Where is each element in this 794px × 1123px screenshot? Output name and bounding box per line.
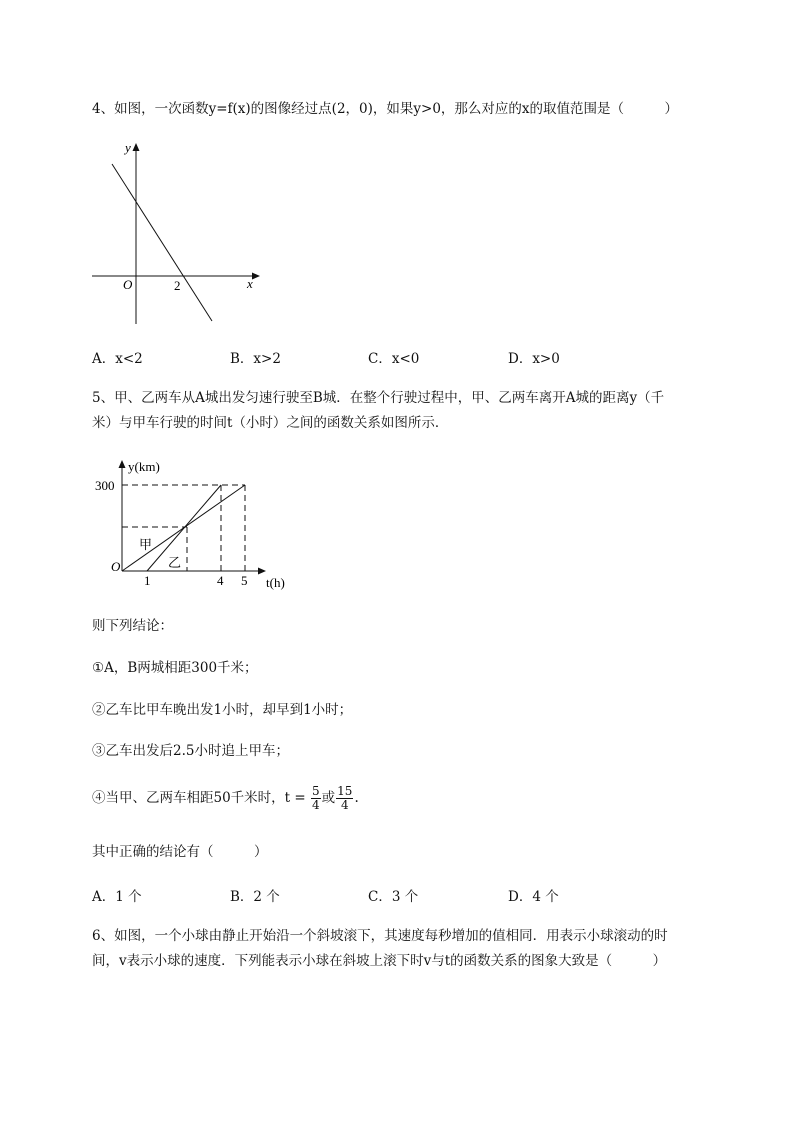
q5-c4-fraction-1 xyxy=(311,785,321,812)
q5-conclusion-2: ②乙车比甲车晚出发1小时，却早到1小时； xyxy=(92,702,353,718)
q5-c4-frac1-num: 5 xyxy=(312,784,320,798)
q4-option-b: B．x>2 xyxy=(230,351,281,367)
q5-jia-label: 甲 xyxy=(139,537,153,552)
q5-c4-prefix: ④当甲、乙两车相距50千米时，t = xyxy=(92,790,306,806)
q4-stem: 4、如图，一次函数y=f(x)的图像经过点(2，0)，如果y>0，那么对应的x的取值范围是（ ） xyxy=(92,101,679,117)
q5-c4-end: . xyxy=(354,790,359,806)
q5-intro: 则下列结论： xyxy=(92,618,173,634)
q5-t-arrow xyxy=(258,568,266,575)
q4-x-arrow xyxy=(252,273,260,280)
q5-c4-fraction-2 xyxy=(336,785,353,812)
q4-option-c: C．x<0 xyxy=(368,351,420,367)
q4-origin-label: O xyxy=(123,277,133,292)
q5-y-label: y(km) xyxy=(128,459,160,474)
q4-y-arrow xyxy=(133,143,140,151)
q6-stem-line-2: 间，v表示小球的速度．下列能表示小球在斜坡上滚下时v与t的函数关系的图象大致是（ ） xyxy=(92,953,667,969)
q4-y-label: y xyxy=(125,140,131,155)
q5-ask: 其中正确的结论有（ ） xyxy=(92,844,268,860)
q5-tick-5: 5 xyxy=(241,573,248,588)
q5-c4-or: 或 xyxy=(321,790,336,806)
q5-tick-1: 1 xyxy=(144,573,151,588)
q5-conclusion-4 xyxy=(92,783,359,813)
q5-conclusion-3: ③乙车出发后2.5小时追上甲车； xyxy=(92,743,289,759)
q5-origin-label: O xyxy=(111,559,121,574)
q5-graph xyxy=(88,455,298,590)
q5-c4-frac1-den: 4 xyxy=(312,798,320,812)
q5-yi-line xyxy=(147,485,221,571)
q5-stem-line-2: 米）与甲车行驶的时间t（小时）之间的函数关系如图所示． xyxy=(92,415,449,431)
q6-stem-line-1: 6、如图，一个小球由静止开始沿一个斜坡滚下，其速度每秒增加的值相同．用表示小球滚动的时 xyxy=(92,928,668,944)
q4-x-label: x xyxy=(247,276,253,291)
q5-t-label: t(h) xyxy=(266,575,285,590)
q5-y-300: 300 xyxy=(95,478,115,493)
q4-graph xyxy=(88,138,268,328)
q4-function-line xyxy=(112,164,212,321)
q5-c4-frac2-den: 4 xyxy=(340,798,349,812)
q5-option-d: D．4 个 xyxy=(508,889,559,905)
q4-option-d: D．x>0 xyxy=(508,351,560,367)
q5-option-a: A．1 个 xyxy=(92,889,142,905)
q4-tick-2: 2 xyxy=(174,278,181,293)
q5-c4-frac2-num: 15 xyxy=(337,784,353,798)
q4-option-a: A．x<2 xyxy=(92,351,143,367)
q5-tick-4: 4 xyxy=(217,573,224,588)
q5-stem-line-1: 5、甲、乙两车从A城出发匀速行驶至B城．在整个行驶过程中，甲、乙两车离开A城的距离y（千 xyxy=(92,390,665,406)
q5-y-arrow xyxy=(119,460,126,468)
q5-option-c: C．3 个 xyxy=(368,889,419,905)
q5-yi-label: 乙 xyxy=(168,555,182,570)
q5-conclusion-1: ①A，B两城相距300千米； xyxy=(92,660,258,676)
q5-option-b: B．2 个 xyxy=(230,889,280,905)
